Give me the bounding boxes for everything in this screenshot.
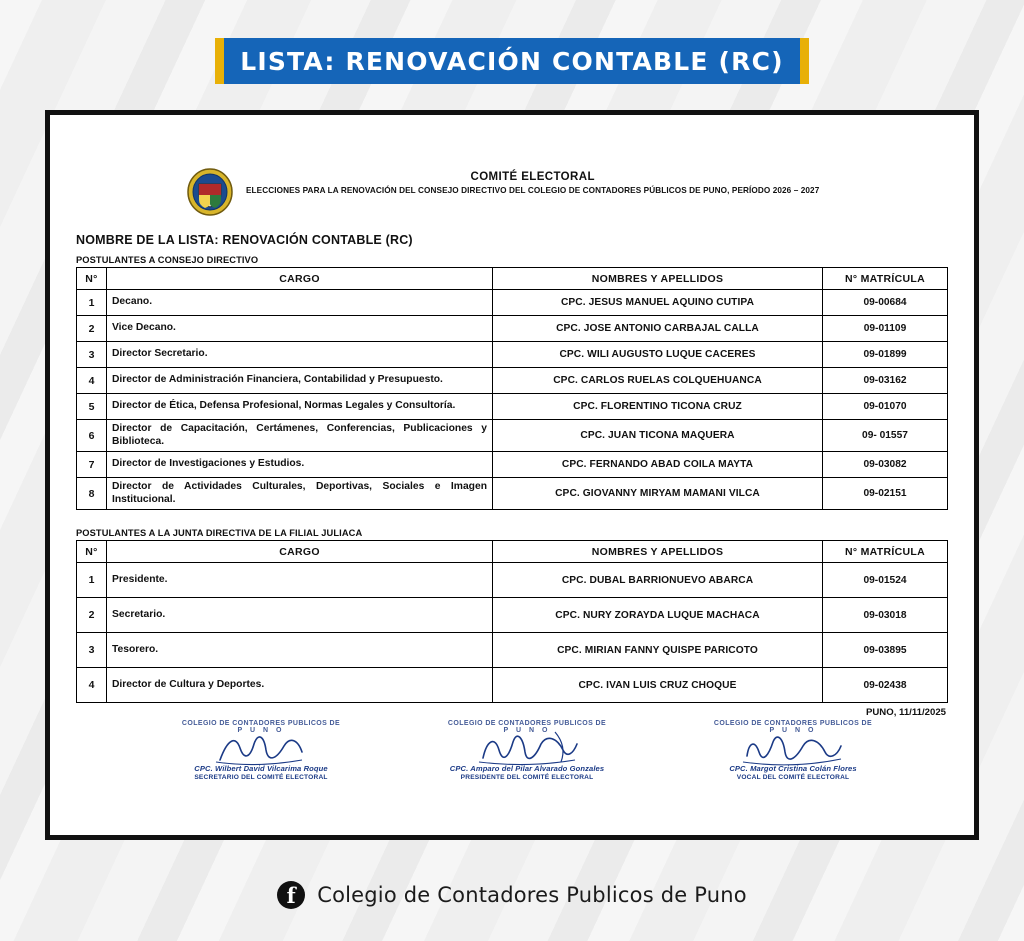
handwritten-signature: [668, 734, 918, 768]
section2-label: POSTULANTES A LA JUNTA DIRECTIVA DE LA FILIAL JULIACA: [76, 528, 363, 539]
banner: [0, 38, 1024, 84]
committee-subtitle: ELECCIONES PARA LA RENOVACIÓN DEL CONSEJO DIRECTIVO DEL COLEGIO DE CONTADORES PÚBLICOS DE PUNO, PERÍODO 2026 – 2027: [246, 186, 820, 195]
stamp-line-1: COLEGIO DE CONTADORES PUBLICOS DE: [713, 720, 873, 728]
row-matricula: 09-01899: [823, 342, 948, 368]
list-name: NOMBRE DE LA LISTA: RENOVACIÓN CONTABLE (RC): [76, 233, 413, 247]
section1-label: POSTULANTES A CONSEJO DIRECTIVO: [76, 255, 259, 265]
row-matricula: 09-00684: [823, 290, 948, 316]
row-matricula: 09-01070: [823, 394, 948, 420]
row-nombre: CPC. CARLOS RUELAS COLQUEHUANCA: [493, 368, 823, 394]
committee-title: COMITÉ ELECTORAL: [470, 171, 595, 183]
banner-title: LISTA: RENOVACIÓN CONTABLE (RC): [240, 46, 784, 76]
row-number: 8: [77, 478, 107, 510]
row-number: 3: [77, 342, 107, 368]
coat-of-arms-icon: [186, 167, 234, 217]
page-name: Colegio de Contadores Publicos de Puno: [317, 883, 747, 907]
row-nombre: CPC. IVAN LUIS CRUZ CHOQUE: [493, 668, 823, 703]
stamp-line-2: P U N O: [503, 727, 551, 735]
row-cargo: Director de Administración Financiera, Contabilidad y Presupuesto.: [107, 368, 493, 394]
date-line: PUNO, 11/11/2025: [865, 707, 946, 719]
row-matricula: 09-03895: [823, 633, 948, 668]
row-number: 2: [77, 316, 107, 342]
row-nombre: CPC. NURY ZORAYDA LUQUE MACHACA: [493, 598, 823, 633]
table-row: [77, 420, 948, 452]
row-nombre: CPC. FERNANDO ABAD COILA MAYTA: [493, 452, 823, 478]
row-matricula: 09-03162: [823, 368, 948, 394]
row-number: 5: [77, 394, 107, 420]
row-number: 4: [77, 668, 107, 703]
column-header-nombres: NOMBRES Y APELLIDOS: [493, 541, 823, 563]
banner-body: [224, 38, 800, 84]
column-header-n: N°: [77, 268, 107, 290]
filial-juliaca-table: [76, 540, 948, 703]
row-number: 7: [77, 452, 107, 478]
table-row: [77, 633, 948, 668]
column-header-matricula: N° MATRÍCULA: [823, 541, 948, 563]
row-number: 6: [77, 420, 107, 452]
row-cargo: Director Secretario.: [107, 342, 493, 368]
signature-role: SECRETARIO DEL COMITÉ ELECTORAL: [194, 774, 328, 782]
banner-accent-right: [800, 38, 809, 84]
table-row: [77, 316, 948, 342]
signature-vocal: [668, 720, 918, 784]
row-cargo: Director de Ética, Defensa Profesional, Normas Legales y Consultoría.: [107, 394, 493, 420]
document-frame: [45, 110, 979, 840]
signature-block: [76, 720, 948, 784]
table-row: [77, 368, 948, 394]
row-cargo: Director de Capacitación, Certámenes, Conferencias, Publicaciones y Biblioteca.: [107, 420, 493, 452]
row-cargo: Tesorero.: [107, 633, 493, 668]
row-nombre: CPC. GIOVANNY MIRYAM MAMANI VILCA: [493, 478, 823, 510]
table-row: [77, 668, 948, 703]
stamp-line-1: COLEGIO DE CONTADORES PUBLICOS DE: [447, 720, 607, 728]
stamp-line-1: COLEGIO DE CONTADORES PUBLICOS DE: [181, 720, 341, 728]
row-number: 1: [77, 563, 107, 598]
row-nombre: CPC. FLORENTINO TICONA CRUZ: [493, 394, 823, 420]
row-nombre: CPC. DUBAL BARRIONUEVO ABARCA: [493, 563, 823, 598]
document-header: [76, 167, 948, 217]
row-nombre: CPC. JESUS MANUEL AQUINO CUTIPA: [493, 290, 823, 316]
facebook-icon[interactable]: f: [277, 881, 305, 909]
table-header-row: [77, 268, 948, 290]
row-cargo: Secretario.: [107, 598, 493, 633]
signature-role: VOCAL DEL COMITÉ ELECTORAL: [736, 774, 850, 782]
row-matricula: 09-02438: [823, 668, 948, 703]
signature-secretario: [136, 720, 386, 784]
row-matricula: 09-01524: [823, 563, 948, 598]
stamp-line-2: P U N O: [769, 727, 817, 735]
row-number: 4: [77, 368, 107, 394]
banner-accent-left: [215, 38, 224, 84]
row-matricula: 09- 01557: [823, 420, 948, 452]
row-number: 2: [77, 598, 107, 633]
footer: [0, 881, 1024, 909]
row-matricula: 09-02151: [823, 478, 948, 510]
document-sheet: [50, 115, 974, 835]
column-header-cargo: CARGO: [107, 541, 493, 563]
row-nombre: CPC. JUAN TICONA MAQUERA: [493, 420, 823, 452]
row-cargo: Director de Cultura y Deportes.: [107, 668, 493, 703]
table-row: [77, 394, 948, 420]
handwritten-signature: [402, 734, 652, 768]
row-nombre: CPC. JOSE ANTONIO CARBAJAL CALLA: [493, 316, 823, 342]
table-row: [77, 478, 948, 510]
table-row: [77, 563, 948, 598]
row-matricula: 09-03018: [823, 598, 948, 633]
row-cargo: Decano.: [107, 290, 493, 316]
stamp-line-2: P U N O: [237, 727, 285, 735]
signature-role: PRESIDENTE DEL COMITÉ ELECTORAL: [460, 774, 594, 782]
row-nombre: CPC. WILI AUGUSTO LUQUE CACERES: [493, 342, 823, 368]
row-number: 3: [77, 633, 107, 668]
row-cargo: Director de Investigaciones y Estudios.: [107, 452, 493, 478]
row-cargo: Director de Actividades Culturales, Deportivas, Sociales e Imagen Institucional.: [107, 478, 493, 510]
consejo-directivo-table: [76, 267, 948, 510]
column-header-cargo: CARGO: [107, 268, 493, 290]
column-header-matricula: N° MATRÍCULA: [823, 268, 948, 290]
table-row: [77, 598, 948, 633]
table-row: [77, 452, 948, 478]
row-cargo: Vice Decano.: [107, 316, 493, 342]
handwritten-signature: [136, 734, 386, 768]
signature-name: CPC. Amparo del Pilar Alvarado Gonzales: [449, 764, 605, 774]
table-row: [77, 342, 948, 368]
row-nombre: CPC. MIRIAN FANNY QUISPE PARICOTO: [493, 633, 823, 668]
row-number: 1: [77, 290, 107, 316]
table-row: [77, 290, 948, 316]
row-cargo: Presidente.: [107, 563, 493, 598]
signature-name: CPC. Wilbert David Vilcarima Roque: [194, 764, 328, 774]
table-header-row: [77, 541, 948, 563]
row-matricula: 09-03082: [823, 452, 948, 478]
row-matricula: 09-01109: [823, 316, 948, 342]
signature-presidente: [402, 720, 652, 784]
signature-name: CPC. Margot Cristina Colán Flores: [729, 764, 857, 774]
column-header-n: N°: [77, 541, 107, 563]
column-header-nombres: NOMBRES Y APELLIDOS: [493, 268, 823, 290]
